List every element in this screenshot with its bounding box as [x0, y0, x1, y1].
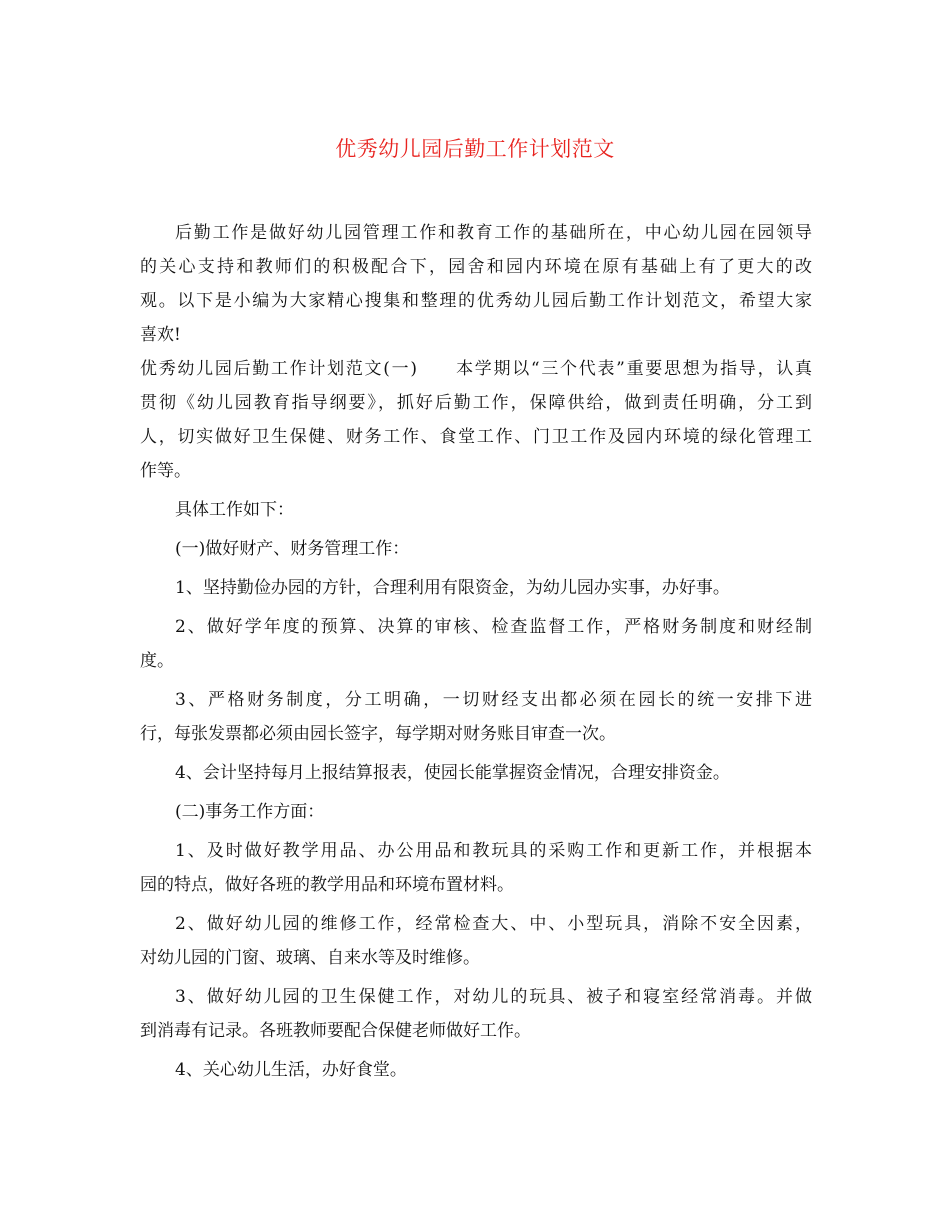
- paragraph: [140, 834, 812, 902]
- text-line: 2、做好学年度的预算、决算的审核、检查监督工作，严格财务制度和财经制: [175, 617, 812, 637]
- paragraph: [140, 907, 812, 975]
- text-line: 4、关心幼儿生活，办好食堂。: [175, 1060, 407, 1080]
- paragraph: [140, 610, 812, 678]
- paragraph-list: [140, 488, 812, 1087]
- text-line: 行，每张发票都必须由园长签字，每学期对财务账目审查一次。: [140, 724, 616, 744]
- text-line: 喜欢!: [140, 325, 181, 345]
- section-first-line: 本学期以“三个代表”重要思想为指导，认真: [454, 359, 812, 379]
- text-line: 3、严格财务制度，分工明确，一切财经支出都必须在园长的统一安排下进: [175, 690, 812, 710]
- paragraph: [140, 795, 812, 829]
- text-line: 作等。: [140, 461, 191, 481]
- section-one-paragraph: [140, 352, 812, 488]
- document-body: [140, 216, 812, 1087]
- text-line: 观。以下是小编为大家精心搜集和整理的优秀幼儿园后勤工作计划范文，希望大家: [140, 291, 812, 311]
- text-line: 度。: [140, 651, 174, 671]
- paragraph: [140, 1053, 812, 1087]
- intro-paragraph: [140, 216, 812, 352]
- text-line: 园的特点，做好各班的教学用品和环境布置材料。: [140, 875, 514, 895]
- text-line: 1、坚持勤俭办园的方针，合理利用有限资金，为幼儿园办实事，办好事。: [175, 578, 730, 598]
- section-heading: 优秀幼儿园后勤工作计划范文(一): [140, 359, 417, 379]
- text-line: 到消毒有记录。各班教师要配合保健老师做好工作。: [140, 1021, 531, 1041]
- paragraph: [140, 683, 812, 751]
- text-line: 后勤工作是做好幼儿园管理工作和教育工作的基础所在，中心幼儿园在园领导: [175, 223, 812, 243]
- text-line: 对幼儿园的门窗、玻璃、自来水等及时维修。: [140, 948, 480, 968]
- text-line: (二)事务工作方面：: [175, 802, 325, 822]
- text-line: 3、做好幼儿园的卫生保健工作，对幼儿的玩具、被子和寝室经常消毒。并做: [175, 987, 812, 1007]
- text-line: 具体工作如下：: [175, 500, 294, 520]
- paragraph: [140, 571, 812, 605]
- text-line: [140, 352, 812, 386]
- text-line: 人，切实做好卫生保健、财务工作、食堂工作、门卫工作及园内环境的绿化管理工: [140, 427, 812, 447]
- paragraph: [140, 756, 812, 790]
- text-line: 4、会计坚持每月上报结算报表，使园长能掌握资金情况，合理安排资金。: [175, 763, 730, 783]
- paragraph: [140, 493, 812, 527]
- paragraph: [140, 980, 812, 1048]
- text-line: 的关心支持和教师们的积极配合下，园舍和园内环境在原有基础上有了更大的改: [140, 257, 812, 277]
- document-title: 优秀幼儿园后勤工作计划范文: [335, 137, 615, 161]
- text-line: 1、及时做好教学用品、办公用品和教玩具的采购工作和更新工作，并根据本: [175, 841, 812, 861]
- paragraph: [140, 532, 812, 566]
- text-line: (一)做好财产、财务管理工作：: [175, 539, 410, 559]
- text-line: 贯彻《幼儿园教育指导纲要》，抓好后勤工作，保障供给，做到责任明确，分工到: [140, 393, 812, 413]
- text-line: 2、做好幼儿园的维修工作，经常检查大、中、小型玩具，消除不安全因素，: [175, 914, 812, 934]
